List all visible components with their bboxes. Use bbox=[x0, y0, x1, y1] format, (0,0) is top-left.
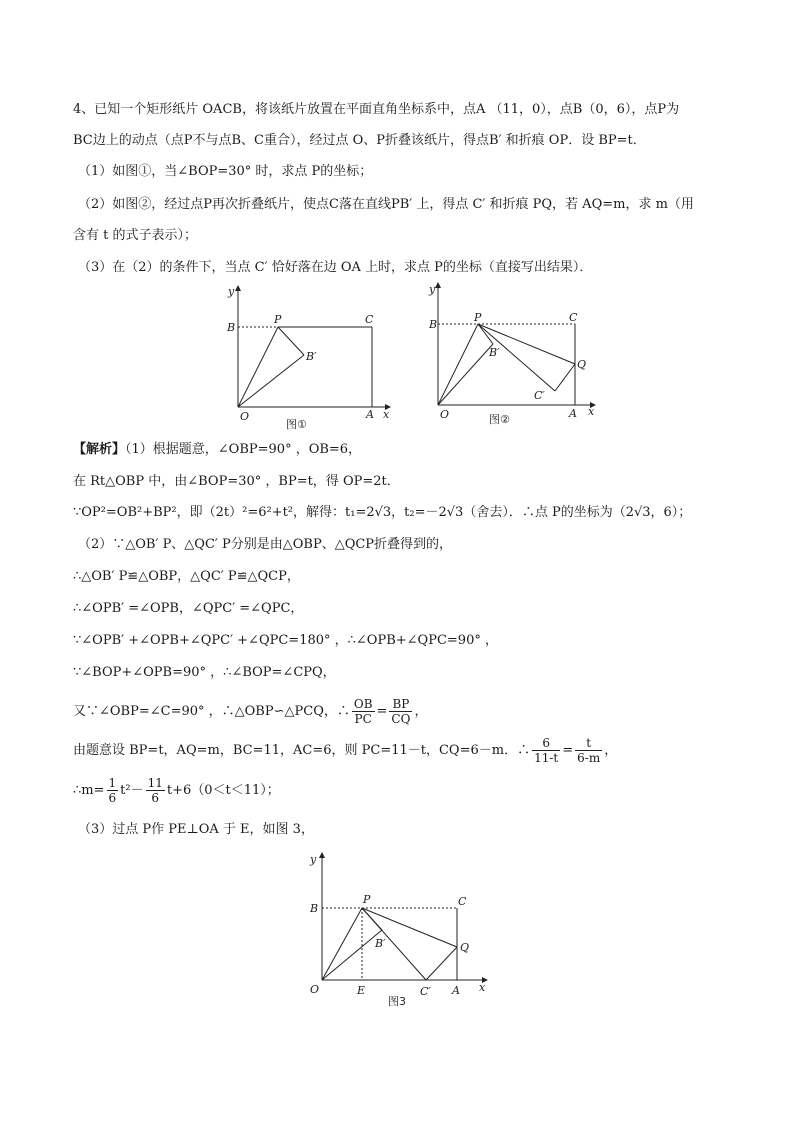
fraction-one-sixth bbox=[107, 776, 119, 805]
fig2-label-c-prime: C′ bbox=[534, 389, 545, 402]
solution-text-11c: t+6（0＜t＜11）； bbox=[166, 783, 280, 798]
fig3-label-e: E bbox=[357, 984, 366, 997]
solution-text-9-end: ， bbox=[414, 704, 428, 719]
fig3-label-x: x bbox=[479, 981, 486, 994]
solution-text-10: 由题意设 BP=t，AQ=m，BC=11，AC=6，则 PC=11－t，CQ=6－m．∴ bbox=[73, 743, 531, 758]
solution-line-12: （3）过点 P作 PE⊥OA 于 E，如图 3， bbox=[78, 822, 314, 837]
fraction-denominator: 11-t bbox=[534, 751, 559, 765]
fraction-6-over-11-t bbox=[532, 736, 560, 765]
fig3-label-b-prime: B′ bbox=[375, 937, 386, 950]
fig1-label-b: B bbox=[227, 321, 236, 334]
fig1-label-a: A bbox=[366, 408, 374, 421]
fig2-label-b: B bbox=[429, 318, 438, 331]
fig1-label-p: P bbox=[274, 313, 282, 326]
fraction-numerator: BP bbox=[389, 697, 412, 712]
solution-text-9: 又∵∠OBP=∠C=90° ，∴△OBP∽△PCQ，∴ bbox=[73, 704, 350, 719]
solution-line-2: 在 Rt△OBP 中，由∠BOP=30° ，BP=t，得 OP=2t． bbox=[73, 474, 400, 489]
problem-line-6: （3）在（2）的条件下，当点 C′ 恰好落在边 OA 上时，求点 P的坐标（直接写出结果）． bbox=[78, 260, 593, 275]
fig2-label-p: P bbox=[474, 311, 482, 324]
fig2-label-c: C bbox=[569, 311, 578, 324]
figure-3 bbox=[300, 850, 500, 1010]
solution-text-11b: t²－ bbox=[120, 783, 144, 798]
solution-line-7: ∵∠OPB′ +∠OPB+∠QPC′ +∠QPC=180° ，∴∠OPB+∠QPC=90° ， bbox=[73, 633, 498, 648]
fraction-numerator: 6 bbox=[532, 736, 560, 751]
fraction-denominator: CQ bbox=[391, 712, 411, 726]
fig3-label-p: P bbox=[363, 893, 371, 906]
fig2-label-b-prime: B′ bbox=[489, 346, 500, 359]
fig2-label-q: Q bbox=[577, 358, 587, 371]
solution-line-1 bbox=[73, 440, 361, 460]
problem-line-5: 含有 t 的式子表示）； bbox=[73, 228, 197, 243]
solution-line-3: ∵OP²=OB²+BP²，即（2t）²=6²+t²，解得：t₁=2√3，t₂=－2√3（舍去）．∴点 P的坐标为（2√3，6）； bbox=[73, 505, 692, 520]
solution-text-10-end: ， bbox=[604, 743, 618, 758]
fig3-label-c-prime: C′ bbox=[420, 985, 431, 998]
fraction-numerator: t bbox=[575, 736, 602, 751]
fig1-label-c: C bbox=[365, 313, 374, 326]
fraction-denominator: 6 bbox=[151, 791, 160, 805]
fraction-numerator: OB bbox=[353, 697, 373, 711]
fig1-label-o: O bbox=[240, 410, 250, 423]
fraction-denominator: 6 bbox=[108, 791, 117, 805]
fig3-label-c: C bbox=[458, 895, 467, 908]
figure-1 bbox=[220, 283, 400, 433]
fraction-denominator: PC bbox=[354, 712, 372, 726]
solution-text-1: （1）根据题意，∠OBP=90° ，OB=6， bbox=[125, 442, 362, 457]
fraction-ob-pc bbox=[352, 697, 375, 726]
fig1-label-y: y bbox=[228, 285, 235, 298]
solution-line-10: 由题意设 BP=t，AQ=m，BC=11，AC=6，则 PC=11－t，CQ=6－m．∴ $\frac{6}{11-t}$ = $\frac{t}{6-m}$ ， bbox=[73, 736, 618, 765]
fig1-label-b-prime: B′ bbox=[306, 350, 317, 363]
problem-line-3: （1）如图①，当∠BOP=30° 时，求点 P的坐标； bbox=[78, 164, 373, 179]
fraction-eleven-sixths bbox=[146, 776, 165, 805]
fig3-label-o: O bbox=[310, 983, 320, 996]
fraction-numerator: 1 bbox=[108, 776, 117, 790]
fraction-numerator: 11 bbox=[147, 776, 163, 790]
solution-text-11a: ∴m= bbox=[73, 783, 105, 798]
solution-line-11 bbox=[73, 776, 280, 806]
problem-line-4: （2）如图②，经过点P再次折叠纸片，使点C落在直线PB′ 上，得点 C′ 和折痕 PQ，若 AQ=m，求 m（用 bbox=[78, 197, 694, 212]
fig2-label-o: O bbox=[440, 408, 450, 421]
fig2-caption: 图② bbox=[489, 413, 510, 426]
solution-heading: 【解析】 bbox=[73, 442, 126, 457]
figure-2 bbox=[420, 280, 605, 430]
solution-line-4: （2）∵△OB′ P、△QC′ P分别是由△OBP、△QCP折叠得到的， bbox=[78, 537, 453, 552]
fig3-label-a: A bbox=[452, 984, 460, 997]
problem-line-2: BC边上的动点（点P不与点B、C重合），经过点 O、P折叠该纸片，得点B′ 和折痕 OP．设 BP=t． bbox=[73, 133, 646, 148]
problem-line-1: 4、已知一个矩形纸片 OACB，将该纸片放置在平面直角坐标系中，点A （11，0），点B（0，6），点P为 bbox=[73, 102, 680, 117]
fig2-label-x: x bbox=[588, 405, 595, 418]
fig3-label-q: Q bbox=[460, 941, 470, 954]
fraction-denominator: 6-m bbox=[577, 751, 601, 765]
fig2-label-a: A bbox=[569, 407, 577, 420]
fraction-t-over-6-m bbox=[575, 736, 602, 765]
fig3-label-b: B bbox=[310, 902, 319, 915]
fig2-label-y: y bbox=[429, 283, 436, 296]
fig1-caption: 图① bbox=[286, 418, 307, 431]
solution-line-5: ∴△OB′ P≌△OBP，△QC′ P≌△QCP， bbox=[73, 569, 300, 584]
solution-line-8: ∵∠BOP+∠OPB=90° ，∴∠BOP=∠CPQ， bbox=[73, 665, 336, 680]
fraction-bp-cq bbox=[389, 697, 412, 726]
fig3-caption: 图3 bbox=[388, 995, 406, 1008]
solution-line-6: ∴∠OPB′ =∠OPB，∠QPC′ =∠QPC， bbox=[73, 601, 304, 616]
fig1-label-x: x bbox=[383, 408, 390, 421]
solution-line-9: 又∵∠OBP=∠C=90° ，∴△OBP∽△PCQ，∴ $\frac{OB}{PC}$ = $\frac{BP}{CQ}$ ， bbox=[73, 697, 428, 726]
fig3-label-y: y bbox=[310, 853, 317, 866]
